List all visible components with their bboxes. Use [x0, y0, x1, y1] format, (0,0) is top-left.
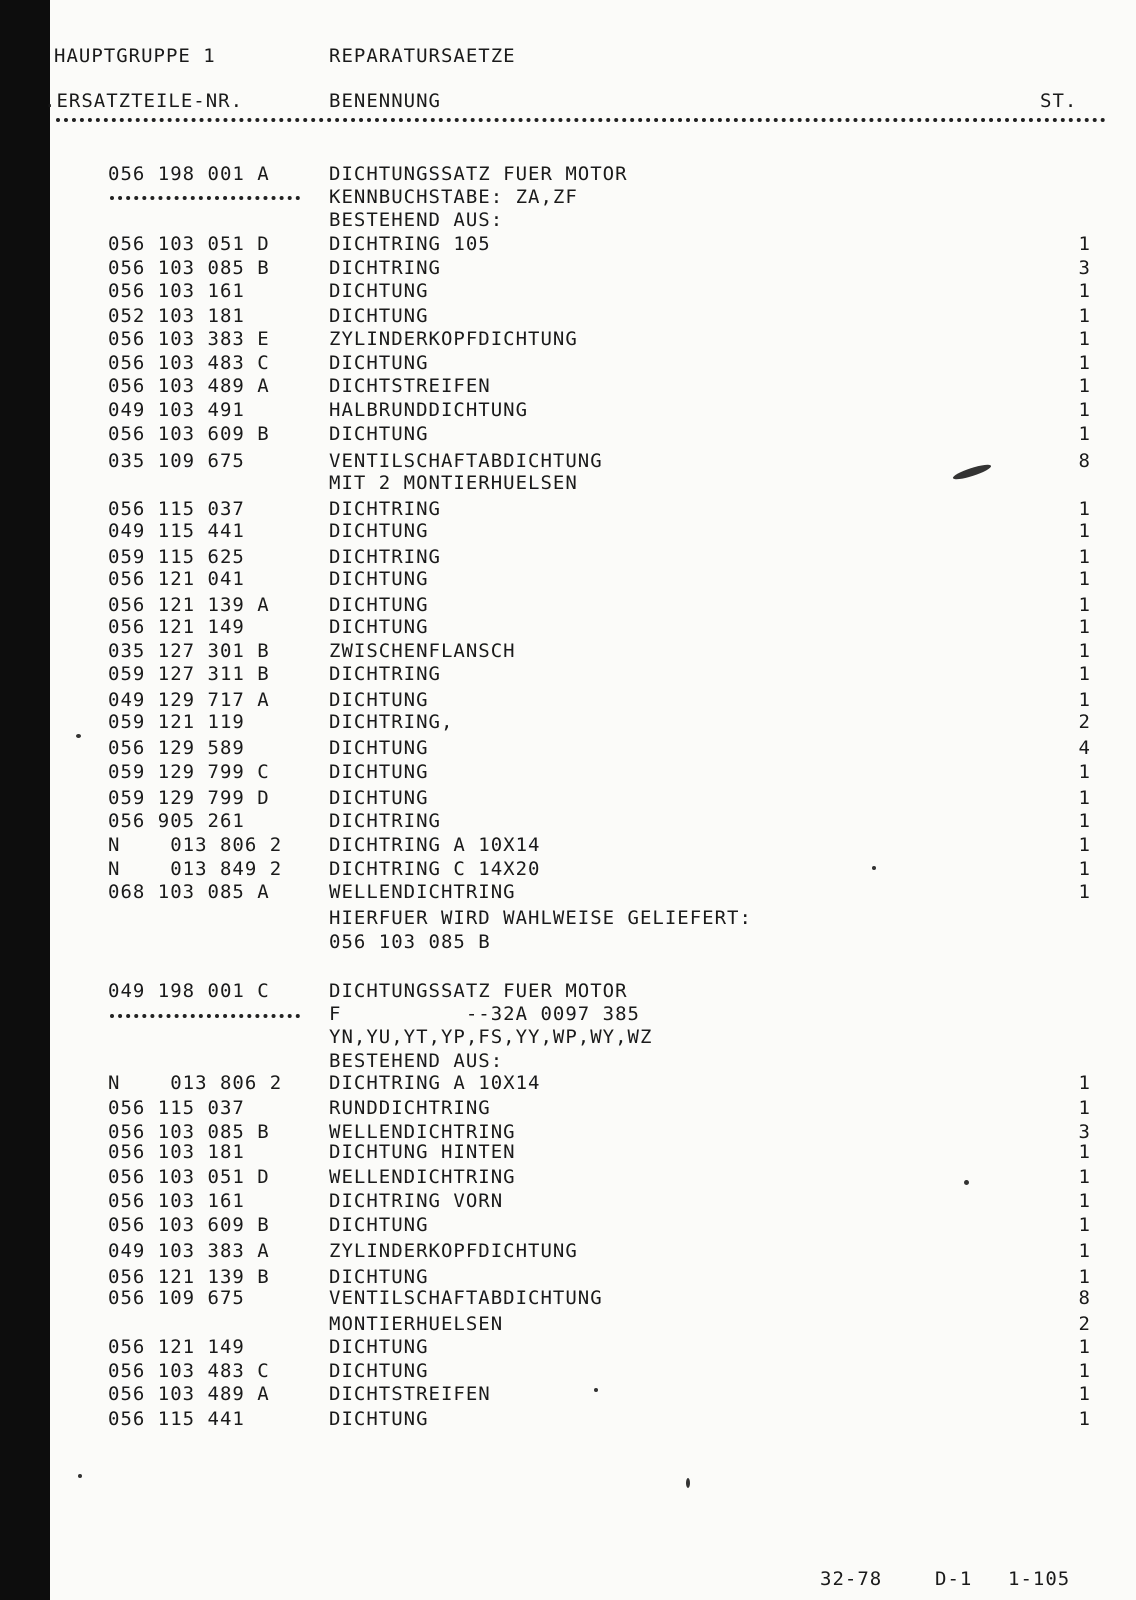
part-description: 056 103 085 B	[329, 931, 491, 953]
part-description: DICHTRING	[329, 498, 441, 520]
part-quantity: 1	[1078, 1240, 1090, 1262]
part-quantity: 1	[1078, 1141, 1090, 1163]
part-description: DICHTUNG	[329, 423, 429, 445]
part-description: DICHTUNG	[329, 305, 429, 327]
part-description: DICHTRING	[329, 810, 441, 832]
part-quantity: 1	[1078, 858, 1090, 880]
part-description: DICHTUNG	[329, 1214, 429, 1236]
part-number: 056 103 181	[108, 1141, 245, 1163]
part-number: 056 109 675	[108, 1287, 245, 1309]
part-description: DICHTRING	[329, 663, 441, 685]
part-quantity: 1	[1078, 375, 1090, 397]
scan-speck	[594, 1388, 598, 1392]
part-number: 056 121 041	[108, 568, 245, 590]
kit-part-number: 049 198 001 C	[108, 980, 270, 1002]
part-number: 049 103 491	[108, 399, 245, 421]
part-description: DICHTRING,	[329, 711, 454, 733]
part-number: 056 103 489 A	[108, 1383, 270, 1405]
part-quantity: 1	[1078, 568, 1090, 590]
part-description: HALBRUNDDICHTUNG	[329, 399, 529, 421]
main-group-title: REPARATURSAETZE	[329, 45, 516, 67]
part-number: 056 103 161	[108, 1190, 245, 1212]
part-description: DICHTUNG	[329, 689, 429, 711]
part-quantity: 1	[1078, 810, 1090, 832]
part-number: N 013 806 2	[108, 1072, 283, 1094]
part-number: 068 103 085 A	[108, 881, 270, 903]
part-number: 056 103 609 B	[108, 1214, 270, 1236]
part-quantity: 3	[1078, 257, 1090, 279]
scan-speck	[78, 1474, 82, 1478]
part-number: 056 103 383 E	[108, 328, 270, 350]
part-description: DICHTUNG	[329, 787, 429, 809]
part-quantity: 1	[1078, 399, 1090, 421]
part-description: ZYLINDERKOPFDICHTUNG	[329, 328, 578, 350]
part-quantity: 1	[1078, 233, 1090, 255]
part-number: 049 129 717 A	[108, 689, 270, 711]
part-quantity: 1	[1078, 1097, 1090, 1119]
part-number: N 013 849 2	[108, 858, 283, 880]
part-number: 052 103 181	[108, 305, 245, 327]
part-number: 049 115 441	[108, 520, 245, 542]
part-quantity: 1	[1078, 520, 1090, 542]
kit-underline	[110, 196, 300, 200]
scan-speck	[76, 734, 81, 738]
part-quantity: 2	[1078, 711, 1090, 733]
kit-consists-label: BESTEHEND AUS:	[329, 1050, 504, 1072]
part-number: 056 121 139 B	[108, 1266, 270, 1288]
part-number: 056 103 051 D	[108, 233, 270, 255]
part-quantity: 1	[1078, 305, 1090, 327]
part-number: 056 121 149	[108, 616, 245, 638]
part-quantity: 1	[1078, 498, 1090, 520]
part-number: 035 127 301 B	[108, 640, 270, 662]
part-quantity: 1	[1078, 594, 1090, 616]
part-description: DICHTRING C 14X20	[329, 858, 541, 880]
part-quantity: 1	[1078, 616, 1090, 638]
footer-section: D-1	[935, 1568, 973, 1590]
part-quantity: 1	[1078, 546, 1090, 568]
part-number: 059 115 625	[108, 546, 245, 568]
column-header-description: BENENNUNG	[329, 90, 441, 112]
part-description: DICHTSTREIFEN	[329, 1383, 491, 1405]
header-rule	[56, 118, 1106, 122]
part-quantity: 1	[1078, 881, 1090, 903]
part-description: DICHTRING	[329, 546, 441, 568]
part-number: 056 103 085 B	[108, 1121, 270, 1143]
part-quantity: 1	[1078, 1166, 1090, 1188]
main-group-label: HAUPTGRUPPE 1	[54, 45, 216, 67]
kit-range-line: F --32A 0097 385	[329, 1003, 640, 1025]
part-number: 056 103 085 B	[108, 257, 270, 279]
kit-part-number: 056 198 001 A	[108, 163, 270, 185]
part-description: HIERFUER WIRD WAHLWEISE GELIEFERT:	[329, 907, 752, 929]
part-number: 056 121 139 A	[108, 594, 270, 616]
part-quantity: 1	[1078, 280, 1090, 302]
part-description: DICHTUNG	[329, 1360, 429, 1382]
part-number: 049 103 383 A	[108, 1240, 270, 1262]
part-description: DICHTRING A 10X14	[329, 834, 541, 856]
footer-date: 32-78	[820, 1568, 883, 1590]
part-description: RUNDDICHTRING	[329, 1097, 491, 1119]
kit-underline	[110, 1014, 300, 1018]
part-number: 056 129 589	[108, 737, 245, 759]
part-description: WELLENDICHTRING	[329, 1166, 516, 1188]
part-quantity: 1	[1078, 1360, 1090, 1382]
scan-speck	[686, 1478, 690, 1488]
part-quantity: 1	[1078, 640, 1090, 662]
scan-mark	[952, 462, 993, 482]
kit-consists-label: BESTEHEND AUS:	[329, 209, 504, 231]
footer-page-number: 1-105	[1008, 1568, 1071, 1590]
part-number: 056 121 149	[108, 1336, 245, 1358]
part-quantity: 1	[1078, 761, 1090, 783]
part-description: DICHTUNG	[329, 280, 429, 302]
part-quantity: 1	[1078, 1266, 1090, 1288]
part-quantity: 1	[1078, 689, 1090, 711]
part-description: DICHTUNG	[329, 1266, 429, 1288]
part-number: 056 103 161	[108, 280, 245, 302]
scan-speck	[964, 1180, 969, 1185]
part-description: ZYLINDERKOPFDICHTUNG	[329, 1240, 578, 1262]
part-quantity: 1	[1078, 1072, 1090, 1094]
part-quantity: 1	[1078, 328, 1090, 350]
part-quantity: 8	[1078, 450, 1090, 472]
part-description: DICHTRING VORN	[329, 1190, 504, 1212]
kit-title: DICHTUNGSSATZ FUER MOTOR	[329, 163, 628, 185]
column-header-part-number: .ERSATZTEILE-NR.	[44, 90, 244, 112]
part-description: DICHTUNG	[329, 352, 429, 374]
part-number: 056 103 051 D	[108, 1166, 270, 1188]
part-number: 056 115 441	[108, 1408, 245, 1430]
column-header-quantity: ST.	[1040, 90, 1078, 112]
part-number: 059 121 119	[108, 711, 245, 733]
part-quantity: 1	[1078, 663, 1090, 685]
kit-code-line: YN,YU,YT,YP,FS,YY,WP,WY,WZ	[329, 1026, 653, 1048]
part-quantity: 1	[1078, 787, 1090, 809]
part-number: 059 127 311 B	[108, 663, 270, 685]
part-quantity: 1	[1078, 1214, 1090, 1236]
part-description: DICHTUNG HINTEN	[329, 1141, 516, 1163]
part-quantity: 1	[1078, 1383, 1090, 1405]
part-description: WELLENDICHTRING	[329, 1121, 516, 1143]
part-description: DICHTUNG	[329, 594, 429, 616]
part-quantity: 1	[1078, 1190, 1090, 1212]
scan-speck	[872, 866, 876, 870]
part-description: VENTILSCHAFTABDICHTUNG	[329, 1287, 603, 1309]
part-number: 056 103 609 B	[108, 423, 270, 445]
part-number: 056 103 489 A	[108, 375, 270, 397]
part-description: WELLENDICHTRING	[329, 881, 516, 903]
kit-code-line: KENNBUCHSTABE: ZA,ZF	[329, 186, 578, 208]
part-quantity: 4	[1078, 737, 1090, 759]
part-number: 035 109 675	[108, 450, 245, 472]
part-quantity: 1	[1078, 1408, 1090, 1430]
part-number: 056 103 483 C	[108, 1360, 270, 1382]
part-number: 059 129 799 D	[108, 787, 270, 809]
part-quantity: 1	[1078, 352, 1090, 374]
part-number: 056 103 483 C	[108, 352, 270, 374]
part-number: 056 905 261	[108, 810, 245, 832]
part-description: DICHTUNG	[329, 616, 429, 638]
part-description: DICHTUNG	[329, 520, 429, 542]
part-description: MONTIERHUELSEN	[329, 1313, 504, 1335]
part-description: DICHTUNG	[329, 1336, 429, 1358]
part-quantity: 3	[1078, 1121, 1090, 1143]
part-description: DICHTRING A 10X14	[329, 1072, 541, 1094]
part-quantity: 1	[1078, 1336, 1090, 1358]
kit-title: DICHTUNGSSATZ FUER MOTOR	[329, 980, 628, 1002]
part-description: MIT 2 MONTIERHUELSEN	[329, 472, 578, 494]
part-description: DICHTUNG	[329, 1408, 429, 1430]
part-description: DICHTSTREIFEN	[329, 375, 491, 397]
part-quantity: 8	[1078, 1287, 1090, 1309]
part-description: VENTILSCHAFTABDICHTUNG	[329, 450, 603, 472]
part-description: DICHTRING	[329, 257, 441, 279]
part-description: DICHTRING 105	[329, 233, 491, 255]
part-quantity: 1	[1078, 834, 1090, 856]
part-number: N 013 806 2	[108, 834, 283, 856]
part-description: ZWISCHENFLANSCH	[329, 640, 516, 662]
part-number: 059 129 799 C	[108, 761, 270, 783]
part-number: 056 115 037	[108, 498, 245, 520]
part-quantity: 2	[1078, 1313, 1090, 1335]
part-description: DICHTUNG	[329, 737, 429, 759]
part-number: 056 115 037	[108, 1097, 245, 1119]
part-quantity: 1	[1078, 423, 1090, 445]
part-description: DICHTUNG	[329, 568, 429, 590]
part-description: DICHTUNG	[329, 761, 429, 783]
